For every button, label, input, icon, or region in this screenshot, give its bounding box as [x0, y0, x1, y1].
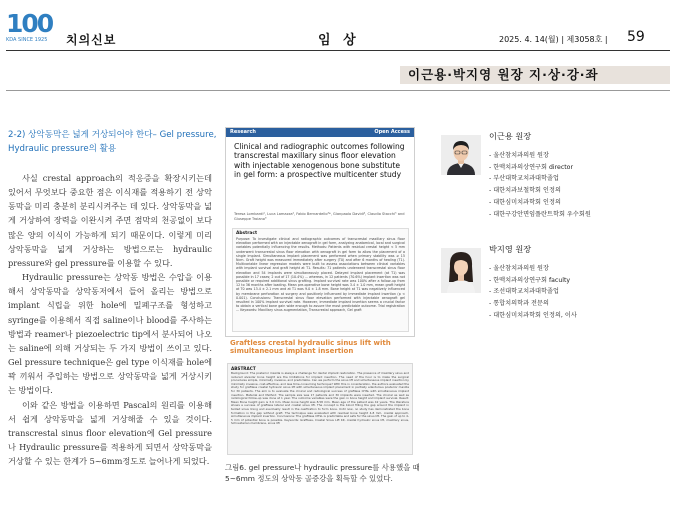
- kda-100-logo: [6, 10, 58, 44]
- logo-number: 100: [6, 9, 53, 38]
- author-credentials-park: [489, 263, 577, 322]
- article-body: [8, 171, 212, 468]
- author-credentials-lee: [489, 150, 591, 220]
- open-access-label: Open Access: [374, 129, 410, 135]
- credential-item: - 조선대학교치과대학졸업: [489, 286, 577, 298]
- figure-caption: 그림6. gel pressure나 hydraulic pressure를 사용했을 때 5~6mm 정도의 상악동 골증강을 획득할 수 있었다.: [225, 463, 420, 483]
- credential-item: - 울산참치과의원 원장: [489, 150, 591, 162]
- paper-2-abstract: [227, 363, 413, 455]
- article-paragraph: Hydraulic pressure는 상악동 방법은 수압을 이용해서 상악동막을 상악동저에서 들어 올리는 방법으로 implant 식립을 위한 hole에 밀폐구조를 형성하고 syringe를 이용해서 직접 saline이나 blood를 주사하는 방법과 reamer나 piezoelectric tip에서 분사되어 나오는 saline에 의해 거상되는 두 가지 방법이 쓰이고 있다. Gel pressure technique은 gel type 이식재를 hole에 꽉 끼워서 주입하는 방법으로 상악동막을 넓게 거상시키는 방법이다.: [8, 272, 212, 396]
- credential-item: - 한맥치과의상연구회 director: [489, 162, 591, 174]
- figure-paper-2: [225, 337, 415, 457]
- abstract-text: Background: The posterior maxilla is always a challenge for dental implant restoration. The presence of maxillary sinus and reduced alveolar bone height are the limitations for implant insertion. The need of the hour is to make the surgical procedures simple, minimally invasive, and predictable. Can we perform the sinus lift and simultaneous implant insertion by minimally invasive, cost-effective, and less time-consuming technique? With this in consideration, the authors evaluated the study for graftless crestal hydraulic sinus lift with simultaneous implant placement in partially edentulous posterior maxilla for 30 patients. The aim is to evaluate the clinical and radiological success of graftless CHSL with simultaneous implant insertion. Material and Method: The sample size was 17 patients and 30 implants were inserted. The clinical as well as radiological follow-up was done at 1 year. The outcome variables were the gain in bone height and implant survival. Result: Mean Bone height gain is 3.9 mm. Mean bone height was 8.58 mm. Mean age of the patient was 42 years. The literature shows a success of graftless lateral and crestal sinus lift. The concept is the blood filling the gap around the implant in tented sinus lining and eventually result in the ossification to form bone. Until now, no study has demonstrated the bone formation in the gap without graft. The technique was evaluated with residual bone height 4-8 mm, crestal approach, simultaneous implant insertion. Conclusions: The graftless CHSL is predictable and safe for the sinus lift. The gain of up to 4-5 mm of potential bone is possible. Keywords: Graftless, Crestal Sinus Lift Kit, crestal hydraulic sinus lift, maxillary sinus, Schneiderian membrane, sinus lift: [231, 371, 409, 426]
- paper-header-bar: [226, 128, 414, 137]
- author-name-park: 박지영 원장: [489, 244, 532, 254]
- issue-info: 2025. 4. 14(월) | 제3058호 |: [499, 35, 608, 44]
- credential-item: - 대한구강안면임플란트학회 우수회원: [489, 209, 591, 221]
- paper-type-label: Research: [230, 129, 256, 135]
- column-title: 이근용·박지영 원장 지·상·강·좌: [408, 67, 599, 82]
- figure-paper-1: [225, 127, 415, 337]
- credential-item: - 한맥치과의상연구회 faculty: [489, 275, 577, 287]
- paper-1-title: Clinical and radiographic outcomes following transcrestal maxillary sinus floor elevation with injectable xenogenous bone substitute in gel form: a prospective multicenter study: [234, 142, 405, 180]
- abstract-label: ABSTRACT: [231, 366, 256, 371]
- abstract-text: Purpose: To investigate clinical and radiographic outcomes of transcrestal maxillary sinus floor elevation performed with an injectable xenograft in gel form, analyzing anatomical, local and surgical variables potentially influencing the results. Methods: Patients with residual crestal height < 5 mm underwent transcrestal sinus floor elevation with xenograft in gel form to allow the placement of a single implant. Simultaneous implant placement was performed when primary stability was ≥ 15 Ncm. Graft height was measured immediately after surgery (T0) and after 6 months of healing (T1). Multivariable linear regression models were built to assess associations between clinical variables with implant survival and graft height at T1. Results: 71 patients underwent transcrestal sinus floor elevation and 54 implants were simultaneously placed. Delayed implant placement (at T1) was possible in 17 cases; 2 out of 17 (10.4%) ... whereas, in 12 patients (70.6%) implant insertion was not possible or required additional sinus grafting. Implant survival rate was 100% after a follow-up from 12 to 36 months after loading. Mean pre-operative bone height was 3.4 ± 1.0 mm, mean graft height at T0 was 13.4 ± 2.1 mm and at T1 was 9.0 ± 1.8 mm. Bone height at T1 was negatively influenced by membrane perforation at surgery and positively influenced by immediate implant insertion (p < 0.001). Conclusions: Transcrestal sinus floor elevation performed with injectable xenograft gel resulted in 100% implant survival rate. However, immediate implant insertion seems a crucial factor to obtain a vertical bone gain wide enough to assure the most predictable outcome. Trial registration ... Keywords: Maxillary sinus augmentation, Transcrestal approach, Gel graft: [236, 237, 405, 313]
- logo-subtext: KDA SINCE 1925: [6, 37, 48, 43]
- author-name-lee: 이근용 원장: [489, 131, 532, 141]
- article-paragraph: 사실 crestal approach의 적응증을 확장시키는데 있어서 무엇보다 중요한 점은 이식재를 적용하기 전 상악동막을 미리 충분히 분리시켜주는 데 있다. 상악동막을 넓게 거상하여 장력을 이완시켜 주면 점막의 천공없이 보다 많은 양의 이식이 가능하게 되기 때문이다. 이렇게 미리 상악동막을 넓게 거상하는 방법으로는 hydraulic pressure와 gel pressure를 이용할 수 있다.: [8, 173, 212, 268]
- credential-item: - 대한심미치과학회 인정의, 이사: [489, 310, 577, 322]
- paper-1-authors: Teresa Lombardi¹, Luca Lamazza², Fabio Bernardello³*, Gianpaolo Davidi⁴, Claudio Stacchi⁵ and Giuseppe Troiano⁶: [234, 212, 405, 221]
- abstract-label: Abstract: [236, 231, 258, 236]
- newspaper-name: 치의신보: [66, 33, 117, 47]
- credential-item: - 울산참치과의원 원장: [489, 263, 577, 275]
- credential-item: - 통합치의학과 전문의: [489, 298, 577, 310]
- article-paragraph: 이와 같은 방법을 이용하면 Pascal의 원리를 이용해서 쉽게 상악동막을 넓게 거상해줄 수 있을 것이다. transcrestal sinus floor elevation에 Gel pressure나 Hydraulic pressure를 적용하게 되면서 상악동막을 거상할 수 있는 한계가 5~6mm정도로 늘어나게 되었다.: [8, 399, 212, 467]
- author-photo-lee: [441, 135, 481, 175]
- masthead-divider: [6, 50, 670, 51]
- paper-2-title: Graftless crestal hydraulic sinus lift with simultaneous implant insertion: [230, 339, 391, 356]
- credential-item: - 부산대학교치과대학졸업: [489, 173, 591, 185]
- credential-item: - 대한치과보철학회 인정의: [489, 185, 591, 197]
- author-photo-park: [441, 248, 481, 293]
- page-number: 59: [627, 29, 645, 45]
- section-name: 임 상: [318, 33, 360, 48]
- paper-1-abstract: [232, 228, 409, 332]
- credential-item: - 대한심미치과학회 인정의: [489, 197, 591, 209]
- article-subhead: 2-2) 상악동막은 넓게 거상되어야 한다– Gel pressure, Hydraulic pressure의 활용: [8, 130, 217, 154]
- banner-divider: [6, 90, 670, 91]
